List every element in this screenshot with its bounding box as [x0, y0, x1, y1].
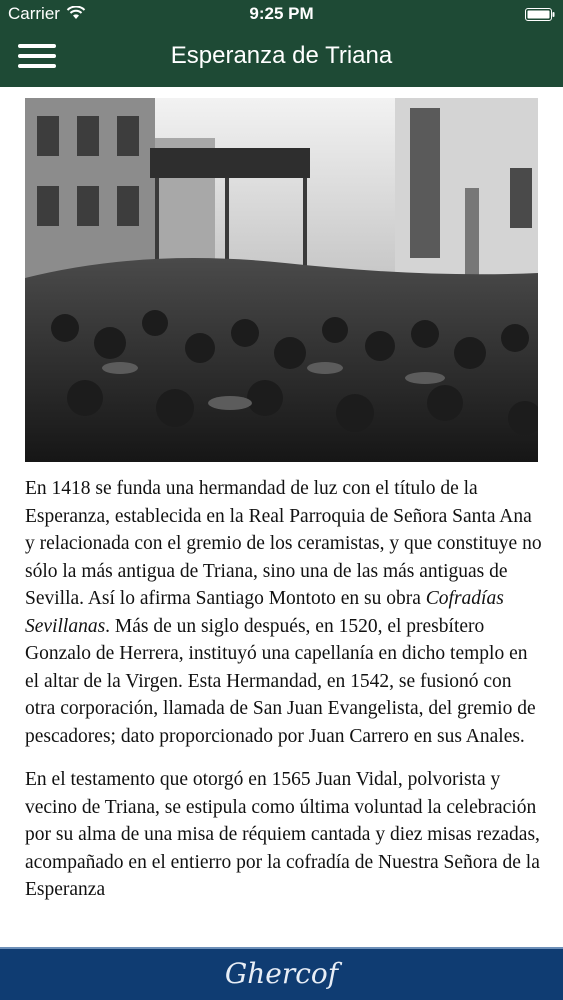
- navigation-bar: [0, 28, 563, 87]
- article-text: [25, 475, 545, 920]
- footer-bar: [0, 947, 563, 1000]
- page-title: Esperanza de Triana: [170, 42, 393, 69]
- status-time: 9:25 PM: [249, 4, 314, 23]
- ghercof-logo[interactable]: Ghercof: [224, 957, 339, 990]
- battery-icon: [525, 8, 555, 21]
- content-scroll-area[interactable]: [0, 87, 563, 947]
- status-bar: [0, 0, 563, 28]
- historical-procession-photo: [25, 98, 538, 462]
- book-title: Cofradías Sevillanas: [25, 588, 504, 637]
- article-paragraph: En 1418 se funda una hermandad de luz con el título de la Esperanza, establecida en la Real Parroquia de Señora Santa Ana y relacionada con el gremio de los ceramistas, y que constituye no sólo la más antigua de Triana, sino una de las más antiguas de Sevilla. Así lo afirma Santiago Montoto en su obra Cofradías Sevillanas. Más de un siglo después, en 1520, el presbítero Gonzalo de Herrera, instituyó una capellanía en dicho templo en el altar de la Virgen. Esta Hermandad, en 1542, se fusionó con otra corporación, llamada de San Juan Evangelista, del gremio de pescadores; dato proporcionado por Juan Carrero en sus Anales.: [25, 478, 542, 747]
- carrier-label: Carrier: [8, 4, 60, 23]
- article-paragraph: En el testamento que otorgó en 1565 Juan Vidal, polvorista y vecino de Triana, se estipula como última voluntad la celebración por su alma de una misa de réquiem cantada y diez misas rezadas, acompañado en el entierro por la cofradía de Nuestra Señora de la Esperanza: [25, 769, 540, 900]
